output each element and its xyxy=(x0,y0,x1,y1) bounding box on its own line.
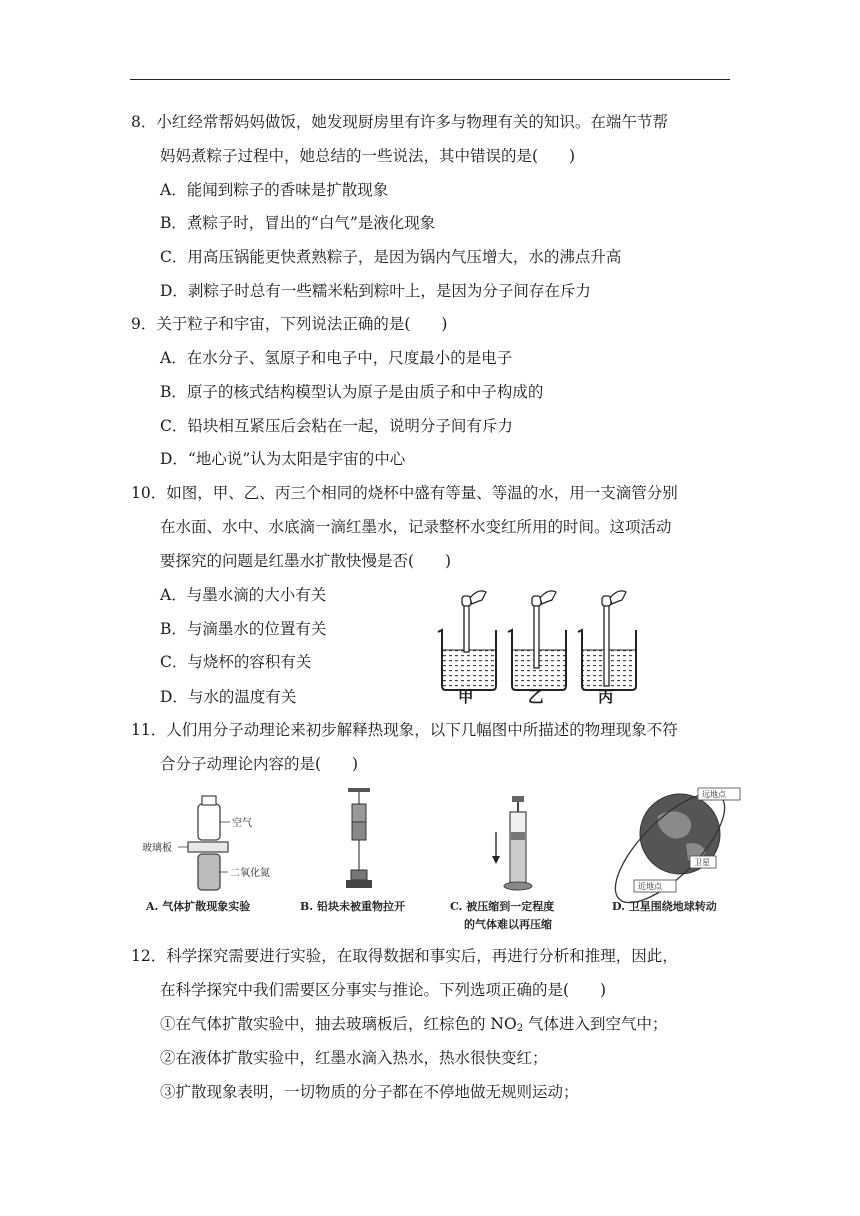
q11-figures xyxy=(140,782,750,934)
figure-b-caption: B. 铅块未被重物拉开 xyxy=(300,900,405,913)
q12-stem-line2: 在科学探究中我们需要区分事实与推论。下列选项正确的是( ) xyxy=(160,981,607,999)
figure-a-caption: A. 气体扩散现象实验 xyxy=(146,900,251,913)
q9-stem: 9．关于粒子和宇宙，下列说法正确的是( ) xyxy=(131,315,448,333)
figure-d-perigee-label: 近地点 xyxy=(638,882,662,891)
figure-b-lead-blocks xyxy=(300,788,405,913)
beaker-label-bing: 丙 xyxy=(598,687,614,706)
q8-option-a: A．能闻到粽子的香味是扩散现象 xyxy=(160,181,389,199)
q8-option-c: C．用高压锅能更快煮熟粽子，是因为锅内气压增大，水的沸点升高 xyxy=(160,248,622,266)
q12-stem-line1: 12．科学探究需要进行实验，在取得数据和事实后，再进行分析和推理，因此， xyxy=(131,947,678,965)
figure-d-apogee-label: 远地点 xyxy=(702,790,726,799)
q9-option-b: B．原子的核式结构模型认为原子是由质子和中子构成的 xyxy=(160,383,544,401)
q9-option-d: D．“地心说”认为太阳是宇宙的中心 xyxy=(160,450,406,468)
q11-stem-line2: 合分子动理论内容的是( ) xyxy=(160,755,359,773)
figure-c-caption-line2: 的气体难以再压缩 xyxy=(464,918,552,931)
q10-stem-line1: 10．如图，甲、乙、丙三个相同的烧杯中盛有等量、等温的水，用一支滴管分别 xyxy=(131,484,678,502)
q12-item-2: ②在液体扩散实验中，红墨水滴入热水，热水很快变红； xyxy=(160,1049,548,1067)
beaker-jia xyxy=(438,591,496,690)
figure-c-caption-line1: C. 被压缩到一定程度 xyxy=(450,900,555,913)
header-rule xyxy=(130,79,730,80)
beaker-bing xyxy=(578,591,636,690)
q9-option-a: A．在水分子、氢原子和电子中，尺度最小的是电子 xyxy=(160,349,513,367)
q11-stem-line1: 11．人们用分子动理论来初步解释热现象，以下几幅图中所描述的物理现象不符 xyxy=(131,721,678,739)
q12-item-1-tail: 气体进入到空气中； xyxy=(523,1015,668,1033)
figure-a-gas-diffusion xyxy=(142,796,270,913)
beaker-label-yi: 乙 xyxy=(528,687,544,706)
figure-a-plate-label: 玻璃板 xyxy=(142,843,172,854)
q8-stem-line2: 妈妈煮粽子过程中，她总结的一些说法，其中错误的是( ) xyxy=(160,147,576,165)
beaker-yi xyxy=(508,591,566,690)
figure-d-satellite xyxy=(599,782,740,919)
q12-item-1 xyxy=(160,1013,668,1040)
q12-item-1-subscript: 2 xyxy=(516,1023,524,1034)
beaker-label-jia: 甲 xyxy=(458,687,474,706)
q10-stem-line2: 在水面、水中、水底滴一滴红墨水，记录整杯水变红所用的时间。这项活动 xyxy=(160,518,672,536)
figure-d-satellite-label: 卫星 xyxy=(694,858,710,867)
figure-a-air-label: 空气 xyxy=(232,818,252,829)
q10-option-d: D．与水的温度有关 xyxy=(160,688,297,706)
q12-item-1-text: ①在气体扩散实验中，抽去玻璃板后，红棕色的 NO xyxy=(160,1015,517,1033)
q12-item-3: ③扩散现象表明，一切物质的分子都在不停地做无规则运动； xyxy=(160,1083,579,1101)
figure-c-compression xyxy=(450,796,554,931)
q9-option-c: C．铅块相互紧压后会粘在一起，说明分子间有斥力 xyxy=(160,417,513,435)
figure-d-caption: D. 卫星围绕地球转动 xyxy=(612,900,717,913)
q8-option-b: B．煮粽子时，冒出的“白气”是液化现象 xyxy=(160,214,436,232)
q8-stem-line1: 8．小红经常帮妈妈做饭，她发现厨房里有许多与物理有关的知识。在端午节帮 xyxy=(131,113,668,131)
q10-stem-line3: 要探究的问题是红墨水扩散快慢是否( ) xyxy=(160,552,452,570)
figure-a-no2-label: 二氧化氮 xyxy=(230,868,270,879)
q10-option-c: C．与烧杯的容积有关 xyxy=(160,653,312,671)
q10-option-a: A．与墨水滴的大小有关 xyxy=(160,586,327,604)
q10-option-b: B．与滴墨水的位置有关 xyxy=(160,620,327,638)
q8-option-d: D．剥粽子时总有一些糯米粘到粽叶上，是因为分子间存在斥力 xyxy=(160,282,591,300)
